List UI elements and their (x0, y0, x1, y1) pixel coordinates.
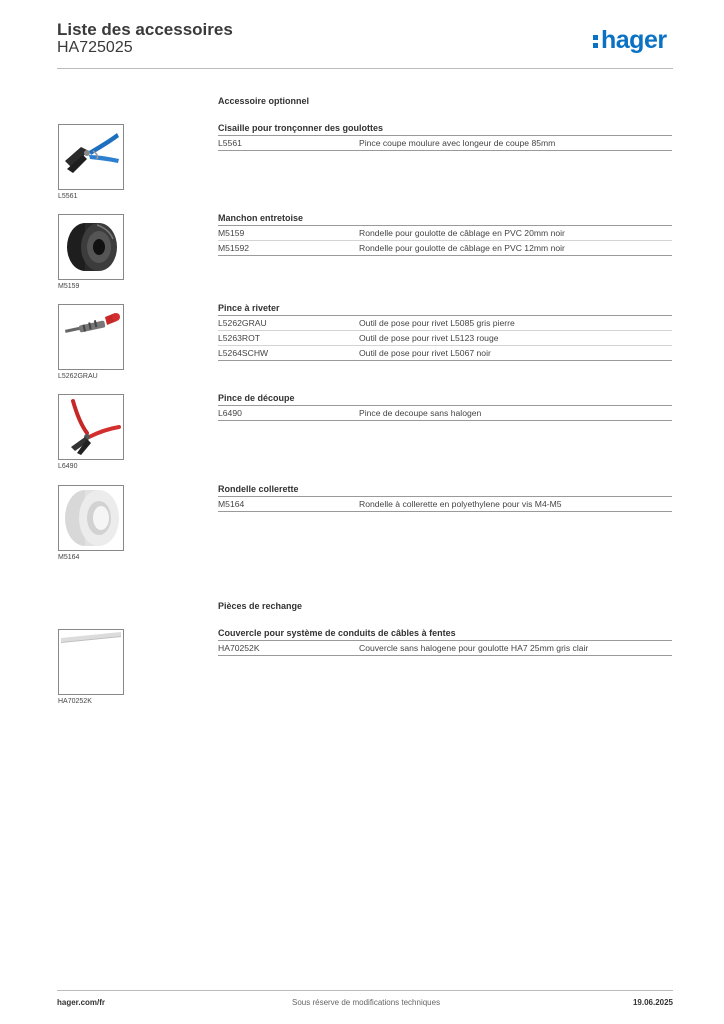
header-divider (57, 68, 673, 69)
table-row[interactable] (218, 136, 672, 151)
accessory-group-rondelle (218, 484, 672, 512)
table-row[interactable] (218, 316, 672, 331)
item-description: Pince coupe moulure avec longeur de coupe 85mm (359, 138, 556, 148)
image-caption: L5262GRAU (58, 373, 98, 380)
accessory-group-manchon (218, 213, 672, 256)
page-title: Liste des accessoires (57, 20, 233, 39)
logo-dots-icon (593, 32, 599, 50)
section-heading-spare-parts: Pièces de rechange (218, 601, 303, 611)
item-reference: L6490 (218, 408, 242, 418)
group-title: Pince à riveter (218, 303, 672, 316)
table-row[interactable] (218, 331, 672, 346)
cover-strip-icon (59, 630, 123, 694)
table-row[interactable] (218, 226, 672, 241)
section-heading-optional: Accessoire optionnel (218, 96, 310, 106)
table-row[interactable] (218, 641, 672, 656)
item-description: Couvercle sans halogene pour goulotte HA7 25mm gris clair (359, 643, 589, 653)
product-image-l5262grau[interactable] (58, 304, 124, 370)
cutting-pliers-icon (59, 395, 123, 459)
table-row[interactable] (218, 346, 672, 361)
accessory-group-cisaille (218, 123, 672, 151)
item-description: Rondelle pour goulotte de câblage en PVC 20mm noir (359, 228, 565, 238)
spare-part-group-couvercle (218, 628, 672, 656)
spacer-sleeve-icon (59, 215, 123, 279)
item-description: Outil de pose pour rivet L5085 gris pierre (359, 318, 515, 328)
item-description: Pince de decoupe sans halogen (359, 408, 482, 418)
item-reference: HA70252K (218, 643, 260, 653)
footer-date: 19.06.2025 (632, 998, 673, 1007)
image-caption: HA70252K (58, 698, 92, 705)
item-reference: L5262GRAU (218, 318, 267, 328)
group-title: Manchon entretoise (218, 213, 672, 226)
table-row[interactable] (218, 241, 672, 256)
item-reference: L5263ROT (218, 333, 261, 343)
item-description: Outil de pose pour rivet L5123 rouge (359, 333, 499, 343)
collar-washer-icon (59, 486, 123, 550)
item-description: Rondelle à collerette en polyethylene pour vis M4-M5 (359, 499, 562, 509)
product-image-m5159[interactable] (58, 214, 124, 280)
footer-divider (57, 990, 673, 991)
product-reference: HA725025 (57, 39, 133, 56)
hager-logo[interactable] (593, 26, 667, 55)
table-row[interactable] (218, 497, 672, 512)
item-description: Rondelle pour goulotte de câblage en PVC 12mm noir (359, 243, 565, 253)
item-reference: M5159 (218, 228, 245, 238)
footer-notice: Sous réserve de modifications techniques (292, 998, 441, 1007)
image-caption: M5159 (58, 283, 80, 290)
item-description: Outil de pose pour rivet L5067 noir (359, 348, 491, 358)
shears-icon (59, 125, 123, 189)
footer-website-link[interactable]: hager.com/fr (57, 998, 106, 1007)
product-image-l6490[interactable] (58, 394, 124, 460)
image-caption: L5561 (58, 193, 78, 200)
item-reference: M51592 (218, 243, 250, 253)
group-title: Rondelle collerette (218, 484, 672, 497)
item-reference: L5561 (218, 138, 242, 148)
group-title: Cisaille pour tronçonner des goulottes (218, 123, 672, 136)
item-reference: L5264SCHW (218, 348, 269, 358)
product-image-m5164[interactable] (58, 485, 124, 551)
rivet-tool-icon (59, 305, 123, 369)
group-title: Pince de découpe (218, 393, 672, 406)
image-caption: L6490 (58, 463, 78, 470)
accessory-group-pince-riveter (218, 303, 672, 361)
image-caption: M5164 (58, 554, 80, 561)
table-row[interactable] (218, 406, 672, 421)
item-reference: M5164 (218, 499, 245, 509)
accessory-group-pince-decoupe (218, 393, 672, 421)
product-image-ha70252k[interactable] (58, 629, 124, 695)
product-image-l5561[interactable] (58, 124, 124, 190)
group-title: Couvercle pour système de conduits de câbles à fentes (218, 628, 672, 641)
logo-text: hager (601, 26, 667, 54)
